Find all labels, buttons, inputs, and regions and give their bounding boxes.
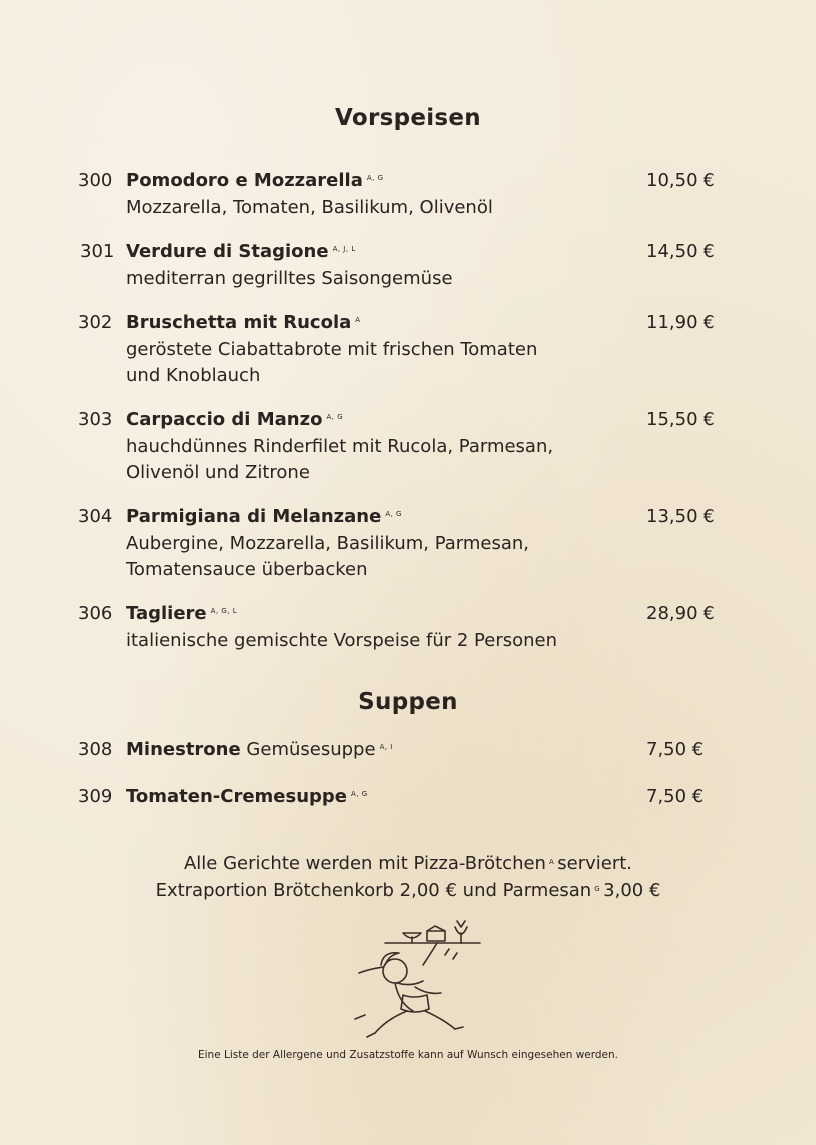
allergen-codes: A, I	[379, 743, 393, 751]
item-number: 303	[78, 409, 113, 430]
item-number: 306	[78, 603, 113, 624]
item-name: Verdure di Stagione $^{A, J, L}$	[126, 241, 356, 262]
item-name: Tagliere $^{A, G, L}$	[126, 603, 238, 624]
item-number: 308	[78, 739, 113, 760]
item-name: Bruschetta mit Rucola $^A$	[126, 312, 361, 333]
item-description: geröstete Ciabattabrote mit frischen Tomaten und Knoblauch	[126, 339, 538, 386]
allergen-codes: A, G	[326, 413, 344, 421]
item-number: 309	[78, 786, 113, 807]
soups-title: Suppen	[358, 689, 458, 715]
allergen-note: Eine Liste der Allergene und Zusatzstoffe kann auf Wunsch eingesehen werden.	[197, 1049, 618, 1061]
item-description: italienische gemischte Vorspeise für 2 Personen	[126, 630, 558, 651]
starters-title: Vorspeisen	[335, 105, 481, 131]
item-number: 300	[78, 170, 113, 191]
item-name: Carpaccio di Manzo $^{A, G}$	[126, 409, 344, 430]
item-description: Mozzarella, Tomaten, Basilikum, Olivenöl	[126, 197, 493, 218]
item-price: 13,50 €	[646, 506, 715, 527]
item-price: 7,50 €	[646, 786, 704, 807]
item-number: 301	[80, 241, 115, 262]
allergen-codes: A, G	[366, 174, 384, 182]
item-price: 15,50 €	[646, 409, 715, 430]
item-number: 302	[78, 312, 113, 333]
item-name: Pomodoro e Mozzarella $^{A, G}$	[126, 170, 384, 191]
bread-note: Alle Gerichte werden mit Pizza-Brötchen $^A$ serviert.	[183, 853, 633, 874]
item-number: 304	[78, 506, 113, 527]
item-name: Minestrone Gemüsesuppe $^{A, I}$	[126, 739, 393, 760]
item-description: Aubergine, Mozzarella, Basilikum, Parmesan, Tomatensauce überbacken	[126, 533, 530, 580]
item-price: 10,50 €	[646, 170, 715, 191]
item-price: 11,90 €	[646, 312, 715, 333]
item-name: Parmigiana di Melanzane $^{A, G}$	[126, 506, 402, 527]
item-price: 14,50 €	[646, 241, 715, 262]
extra-portion-note: Extraportion Brötchenkorb 2,00 € und Parmesan $^G$ 3,00 €	[155, 880, 661, 901]
item-name: Tomaten-Cremesuppe $^{A, G}$	[126, 786, 368, 807]
item-description: mediterran gegrilltes Saisongemüse	[126, 268, 453, 289]
allergen-codes: A, J, L	[332, 245, 356, 253]
allergen-codes: A, G	[385, 510, 402, 518]
item-price: 28,90 €	[646, 603, 715, 624]
item-description: hauchdünnes Rinderfilet mit Rucola, Parmesan, Olivenöl und Zitrone	[126, 436, 554, 483]
allergen-codes: A	[355, 316, 361, 324]
allergen-codes: A, G	[351, 790, 368, 798]
item-price: 7,50 €	[646, 739, 704, 760]
waiter-illustration	[345, 915, 485, 1045]
allergen-codes: A, G, L	[210, 607, 238, 615]
